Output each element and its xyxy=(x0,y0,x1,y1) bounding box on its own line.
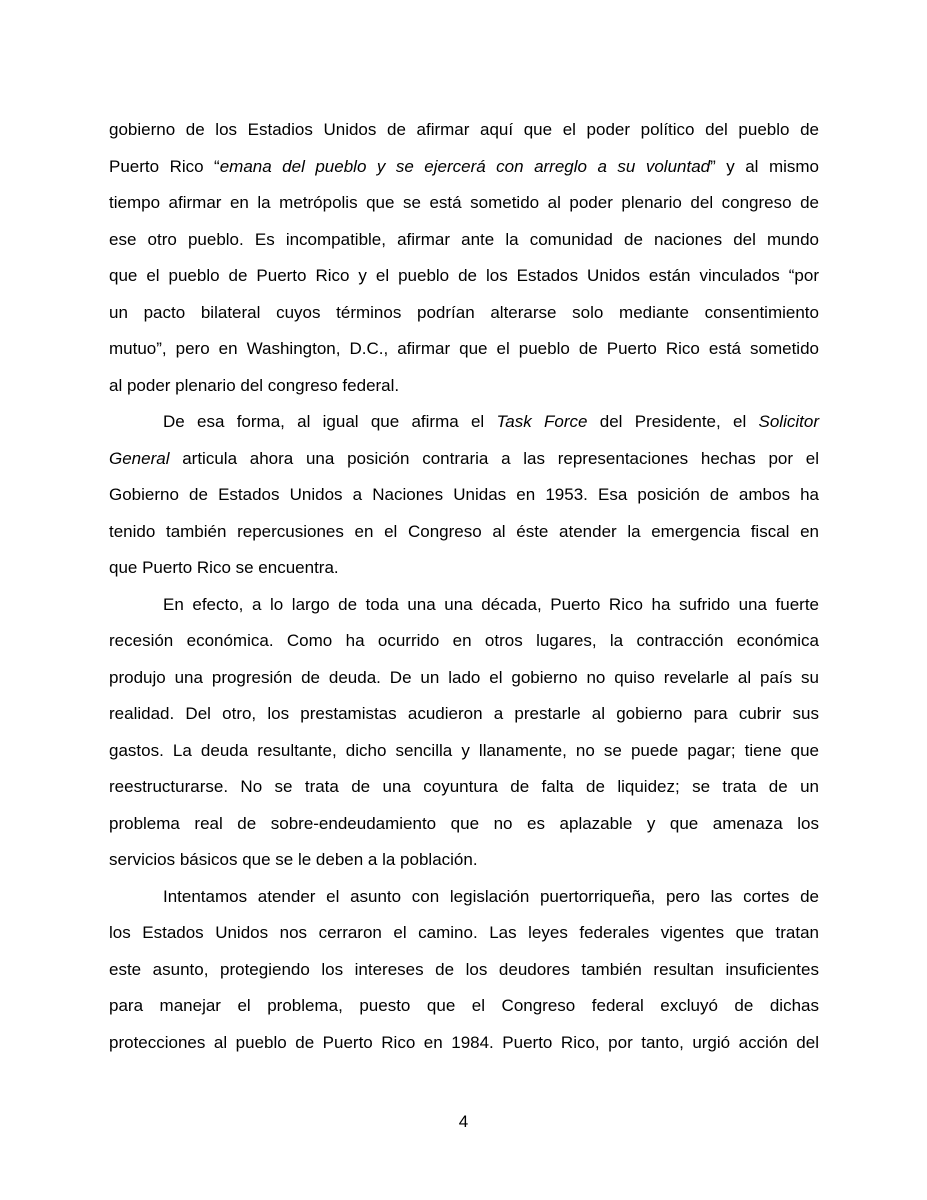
text-segment: servicios básicos que se le deben a la población. xyxy=(109,850,478,869)
body-text xyxy=(109,112,819,1061)
text-line xyxy=(109,477,819,514)
text-line xyxy=(109,550,819,587)
paragraph xyxy=(109,879,819,1062)
text-line xyxy=(109,1025,819,1062)
text-segment: gastos. La deuda resultante, dicho sencilla y llanamente, no se puede pagar; tiene que xyxy=(109,740,819,760)
paragraph xyxy=(109,404,819,587)
text-segment: protecciones al pueblo de Puerto Rico en 1984. Puerto Rico, por tanto, urgió acción del xyxy=(109,1032,819,1052)
text-segment: los Estados Unidos nos cerraron el camino. Las leyes federales vigentes que tratan xyxy=(109,923,819,942)
text-segment: este asunto, protegiendo los intereses de los deudores también resultan insuficientes xyxy=(109,959,819,979)
text-line xyxy=(109,149,819,186)
text-segment: problema real de sobre-endeudamiento que no es aplazable y que amenaza los xyxy=(109,813,819,833)
text-segment: que el pueblo de Puerto Rico y el pueblo de los Estados Unidos están vinculados “por xyxy=(109,266,819,285)
text-segment: ” y al mismo xyxy=(710,156,819,176)
text-line xyxy=(109,842,819,879)
text-line xyxy=(109,441,819,478)
text-line xyxy=(109,733,819,770)
text-segment: realidad. Del otro, los prestamistas acudieron a prestarle al gobierno para cubrir sus xyxy=(109,704,819,723)
text-line xyxy=(109,258,819,295)
text-line xyxy=(109,587,819,624)
text-line xyxy=(109,404,819,441)
text-line xyxy=(109,295,819,332)
text-line xyxy=(109,112,819,149)
paragraph xyxy=(109,112,819,404)
text-segment: Gobierno de Estados Unidos a Naciones Unidas en 1953. Esa posición de ambos ha xyxy=(109,485,819,504)
text-segment: que Puerto Rico se encuentra. xyxy=(109,558,339,577)
text-segment: ese otro pueblo. Es incompatible, afirmar ante la comunidad de naciones del mundo xyxy=(109,229,819,249)
text-line xyxy=(109,952,819,989)
text-segment: tiempo afirmar en la metrópolis que se está sometido al poder plenario del congreso de xyxy=(109,193,819,212)
text-segment: al poder plenario del congreso federal. xyxy=(109,375,400,395)
text-line xyxy=(109,331,819,368)
text-line xyxy=(109,988,819,1025)
page-number: 4 xyxy=(458,1112,469,1131)
text-segment: En efecto, a lo largo de toda una una década, Puerto Rico ha sufrido una fuerte xyxy=(163,594,819,614)
text-line xyxy=(109,660,819,697)
text-line xyxy=(109,222,819,259)
text-segment: De esa forma, al igual que afirma el xyxy=(163,412,497,431)
text-line xyxy=(109,368,819,405)
text-segment: gobierno de los Estadios Unidos de afirmar aquí que el poder político del pueblo de xyxy=(109,120,819,139)
text-segment: para manejar el problema, puesto que el Congreso federal excluyó de dichas xyxy=(109,996,819,1015)
text-segment: produjo una progresión de deuda. De un lado el gobierno no quiso revelarle al país su xyxy=(109,667,819,687)
paragraph xyxy=(109,587,819,879)
text-line xyxy=(109,806,819,843)
text-segment: recesión económica. Como ha ocurrido en otros lugares, la contracción económica xyxy=(109,631,819,650)
text-segment: Puerto Rico “ xyxy=(109,156,220,176)
text-line xyxy=(109,915,819,952)
text-line xyxy=(109,879,819,916)
italic-text: Solicitor xyxy=(758,412,819,431)
text-segment: mutuo”, pero en Washington, D.C., afirmar que el pueblo de Puerto Rico está sometido xyxy=(109,339,819,358)
text-line xyxy=(109,623,819,660)
text-segment: un pacto bilateral cuyos términos podrían alterarse solo mediante consentimiento xyxy=(109,302,819,322)
text-line xyxy=(109,185,819,222)
text-segment: del Presidente, el xyxy=(587,412,759,431)
italic-text: Task Force xyxy=(496,412,588,431)
italic-text: emana del pueblo y se ejercerá con arreglo a su voluntad xyxy=(219,156,711,176)
text-segment: articula ahora una posición contraria a las representaciones hechas por el xyxy=(169,448,819,468)
italic-text: General xyxy=(109,448,170,468)
text-line xyxy=(109,769,819,806)
text-line xyxy=(109,514,819,551)
text-line xyxy=(109,696,819,733)
text-segment: Intentamos atender el asunto con legislación puertorriqueña, pero las cortes de xyxy=(163,886,819,906)
text-segment: reestructurarse. No se trata de una coyuntura de falta de liquidez; se trata de un xyxy=(109,777,819,796)
text-segment: tenido también repercusiones en el Congreso al éste atender la emergencia fiscal en xyxy=(109,521,819,541)
